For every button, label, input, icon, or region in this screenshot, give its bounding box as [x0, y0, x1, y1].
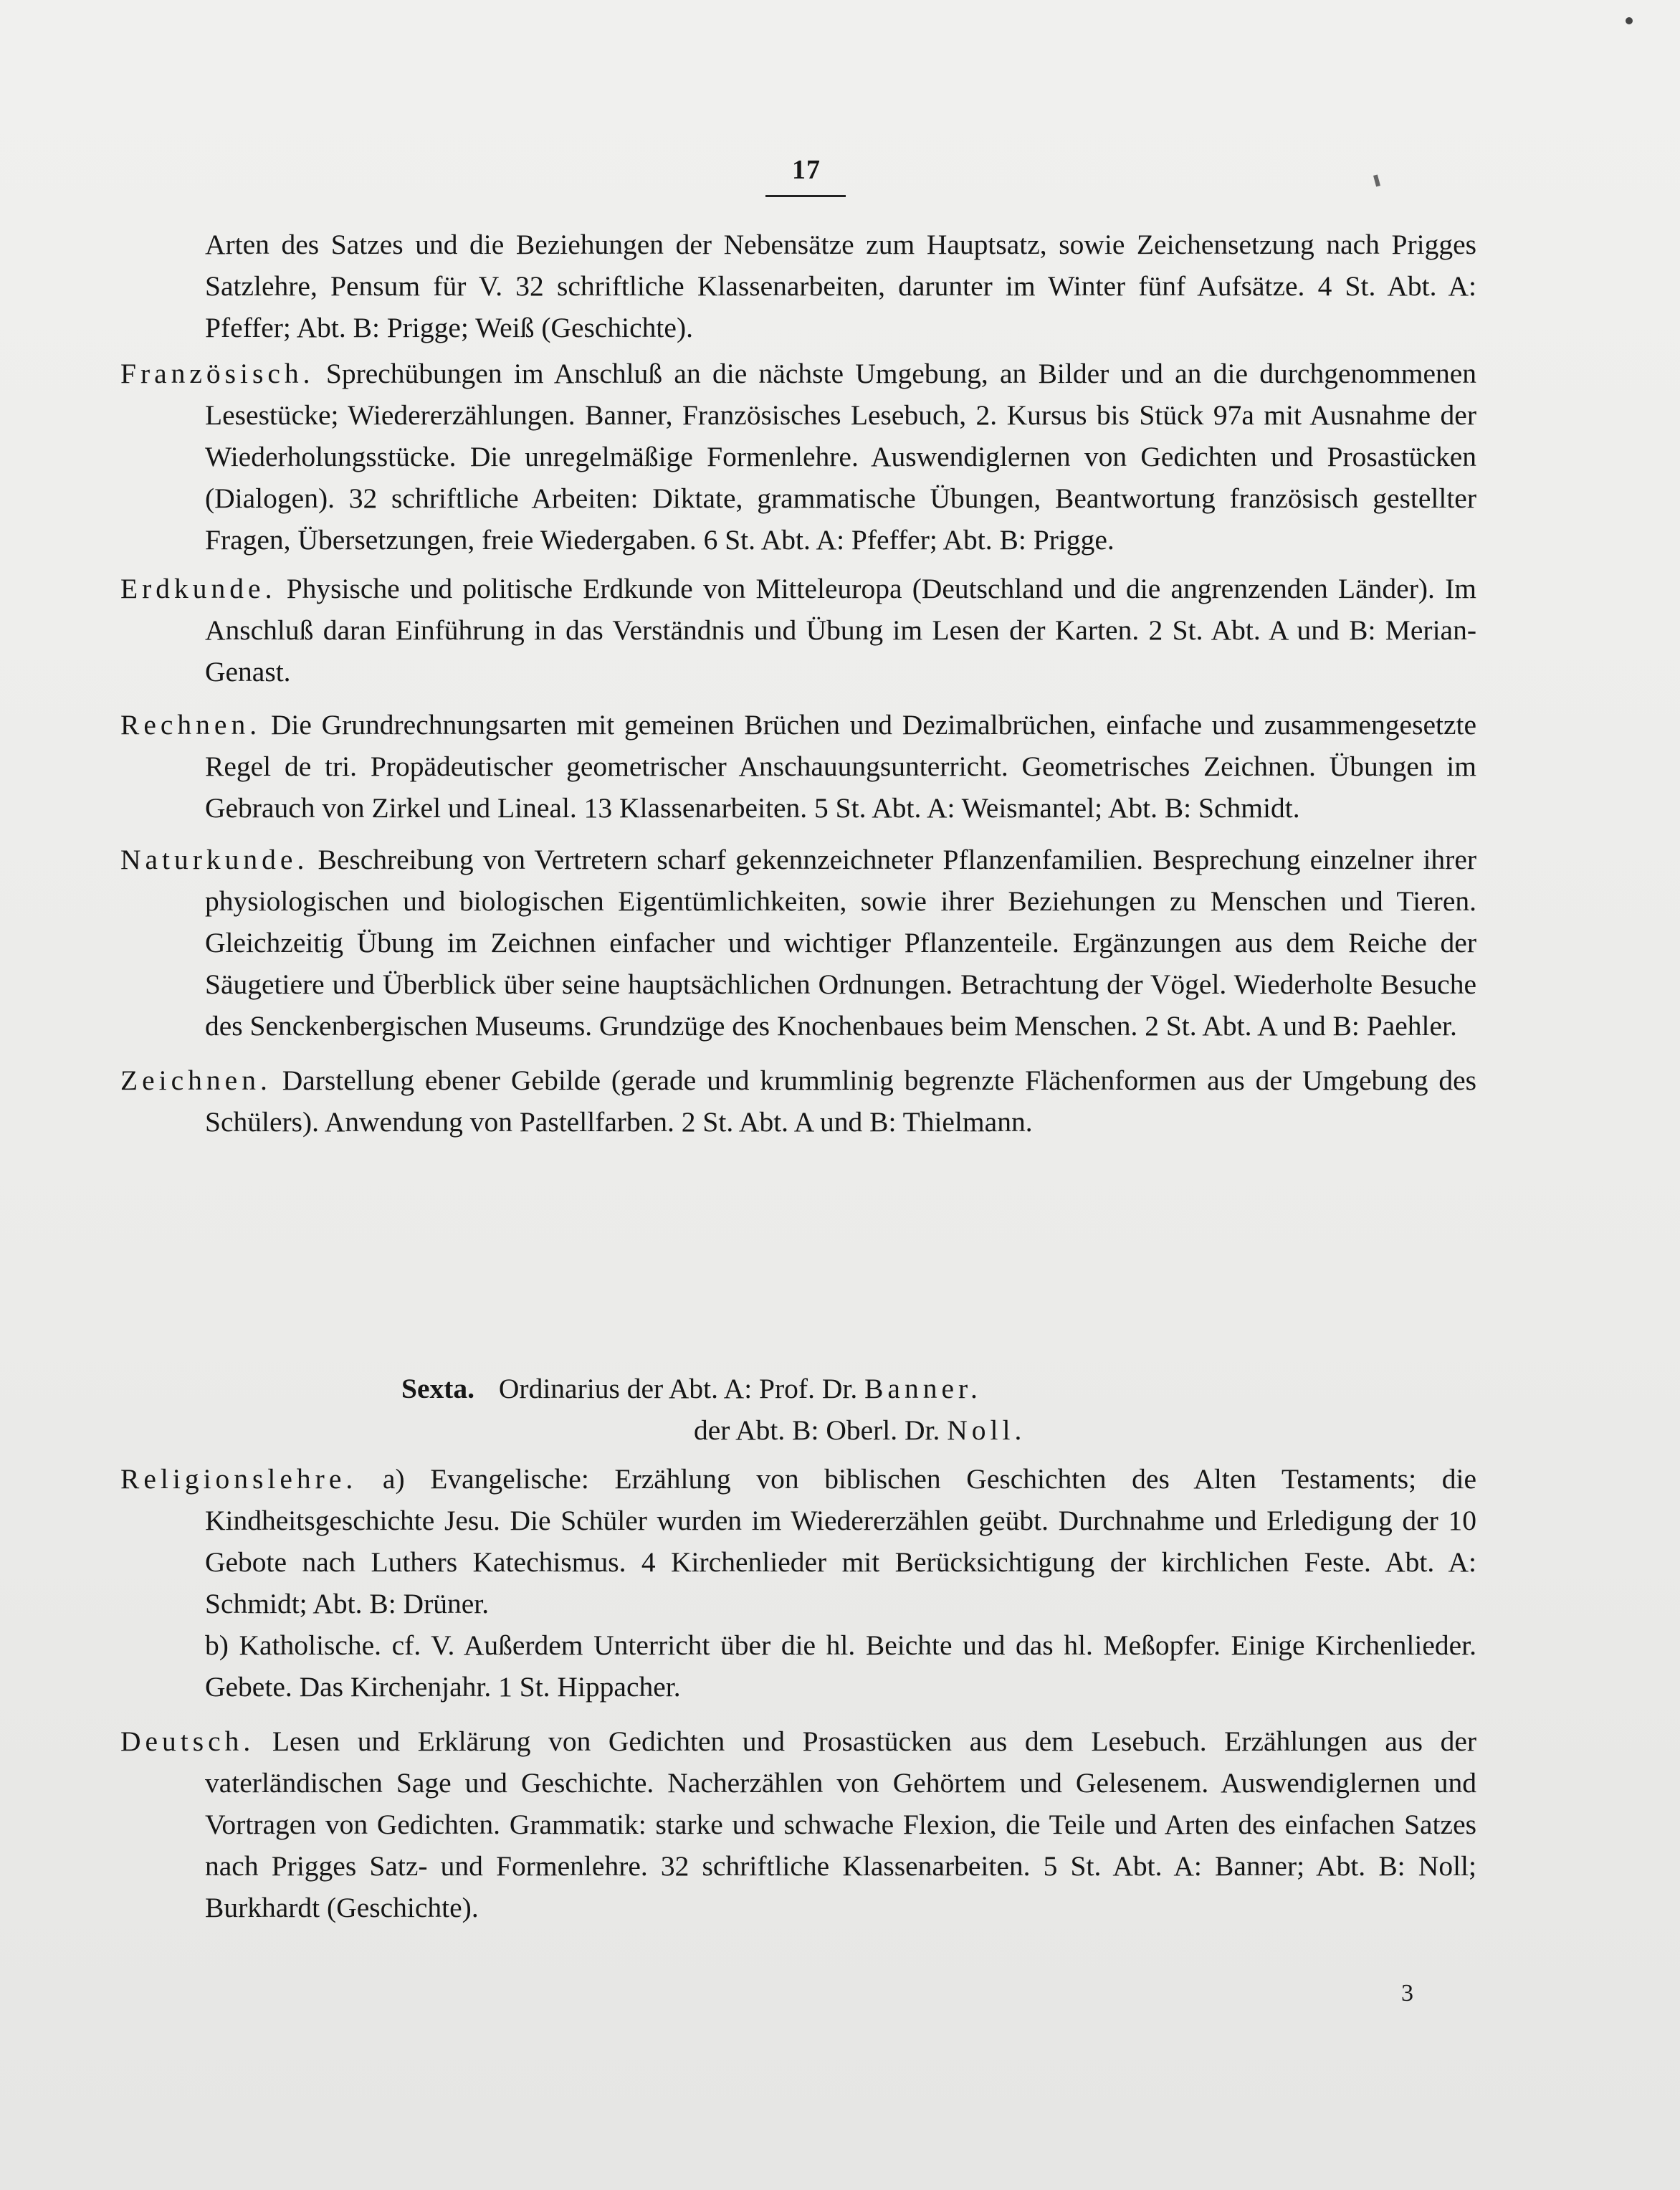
sexta-heading-line2 [401, 1409, 1026, 1451]
ordinarius-a-label: Ordinarius der Abt. A: Prof. Dr. [498, 1373, 858, 1404]
subject-label: Zeichnen. [120, 1065, 272, 1096]
entry-text: Die Grundrechnungsarten mit gemeinen Brüchen und Dezimalbrüchen, einfache und zusammengesetzte Regel de tri. Propädeutischer geometrischer Anschauungsunterricht. Geometrisches Zeichnen. Übungen im Gebrauch von Zirkel und Lineal. 13 Klassenarbeiten. 5 St. Abt. A: Weismantel; Abt. B: Schmidt. [205, 709, 1476, 824]
entry-text: Sprechübungen im Anschluß an die nächste Umgebung, an Bilder und an die durchgenommenen Lesestücke; Wiedererzählungen. Banner, Französisches Lesebuch, 2. Kursus bis Stück 97a mit Ausnahme der Wiederholungsstücke. Die unregelmäßige Formenlehre. Auswendiglernen von Gedichten und Prosastücken (Dialogen). 32 schriftliche Arbeiten: Diktate, grammatische Übungen, Beantwortung französisch gestellter Fragen, Übersetzungen, freie Wiedergaben. 6 St. Abt. A: Pfeffer; Abt. B: Prigge. [205, 358, 1477, 556]
entry-franzoesisch [120, 353, 1476, 561]
german-continuation-paragraph: Arten des Satzes und die Beziehungen der Nebensätze zum Hauptsatz, sowie Zeichensetzung nach Prigges Satzlehre, Pensum für V. 32 schriftliche Klassenarbeiten, darunter im Winter fünf Aufsätze. 4 St. Abt. A: Pfeffer; Abt. B: Prigge; Weiß (Geschichte). [205, 229, 1476, 343]
entry-zeichnen [120, 1060, 1476, 1143]
page-number-underline [765, 195, 846, 197]
subject-label: Deutsch. [120, 1725, 255, 1757]
scan-mark [1373, 174, 1380, 186]
entry-religionslehre-katholisch: b) Katholische. cf. V. Außerdem Unterricht über die hl. Beichte und das hl. Meßopfer. Einige Kirchenlieder. Gebete. Das Kirchenjahr. 1 St. Hippacher. [205, 1629, 1476, 1703]
sexta-section [120, 1458, 1476, 1928]
entry-text: a) Evangelische: Erzählung von biblischen Geschichten des Alten Testaments; die Kindheitsgeschichte Jesu. Die Schüler wurden im Wiedererzählen geübt. Durchnahme und Erledigung der 10 Gebote nach Luthers Katechismus. 4 Kirchenlieder mit Berücksichtigung der kirchlichen Feste. Abt. A: Schmidt; Abt. B: Drüner. [205, 1463, 1476, 1619]
subject-label: Religionslehre. [120, 1463, 358, 1495]
subject-label: Erdkunde. [120, 573, 277, 604]
entry-erdkunde [120, 568, 1476, 692]
ordinarius-b-label: der Abt. B: Oberl. Dr. [694, 1414, 940, 1446]
entry-text: Darstellung ebener Gebilde (gerade und krummlinig begrenzte Flächenformen aus der Umgebung des Schülers). Anwendung von Pastellfarben. 2 St. Abt. A und B: Thielmann. [205, 1065, 1477, 1138]
signature-mark: 3 [1401, 1980, 1413, 2006]
sexta-heading [401, 1368, 1026, 1451]
entry-religionslehre [120, 1458, 1476, 1624]
quinta-section [120, 224, 1476, 1143]
scan-speck [1626, 17, 1633, 24]
entry-rechnen [120, 704, 1476, 829]
subject-label: Französisch. [120, 358, 315, 389]
sexta-title: Sexta. [401, 1373, 475, 1404]
subject-label: Rechnen. [120, 709, 262, 741]
entry-text: Lesen und Erklärung von Gedichten und Prosastücken aus dem Lesebuch. Erzählungen aus der vaterländischen Sage und Geschichte. Nacherzählen von Gehörtem und Gelesenem. Auswendiglernen und Vortragen von Gedichten. Grammatik: starke und schwache Flexion, die Teile und Arten des einfachen Satzes nach Prigges Satz- und Formenlehre. 32 schriftliche Klassenarbeiten. 5 St. Abt. A: Banner; Abt. B: Noll; Burkhardt (Geschichte). [205, 1725, 1477, 1923]
entry-text: Physische und politische Erdkunde von Mitteleuropa (Deutschland und die angrenzenden Länder). Im Anschluß daran Einführung in das Verständnis und Übung im Lesen der Karten. 2 St. Abt. A und B: Merian-Genast. [205, 573, 1477, 687]
ordinarius-a-name: Banner. [864, 1373, 982, 1404]
entry-deutsch [120, 1720, 1476, 1928]
sexta-heading-line1 [401, 1368, 1026, 1409]
ordinarius-b-name: Noll. [947, 1414, 1026, 1446]
page-number: 17 [792, 155, 821, 185]
entry-naturkunde [120, 839, 1476, 1047]
entry-text: Beschreibung von Vertretern scharf gekennzeichneter Pflanzenfamilien. Besprechung einzelner ihrer physiologischen und biologischen Eigentümlichkeiten, sowie ihrer Beziehungen zu Menschen und Tieren. Gleichzeitig Übung im Zeichnen einfacher und wichtiger Pflanzenteile. Ergänzungen aus dem Reiche der Säugetiere und Überblick über seine hauptsächlichen Ordnungen. Betrachtung der Vögel. Wiederholte Besuche des Senckenbergischen Museums. Grundzüge des Knochenbaues beim Menschen. 2 St. Abt. A und B: Paehler. [205, 844, 1477, 1042]
subject-label: Naturkunde. [120, 844, 309, 875]
